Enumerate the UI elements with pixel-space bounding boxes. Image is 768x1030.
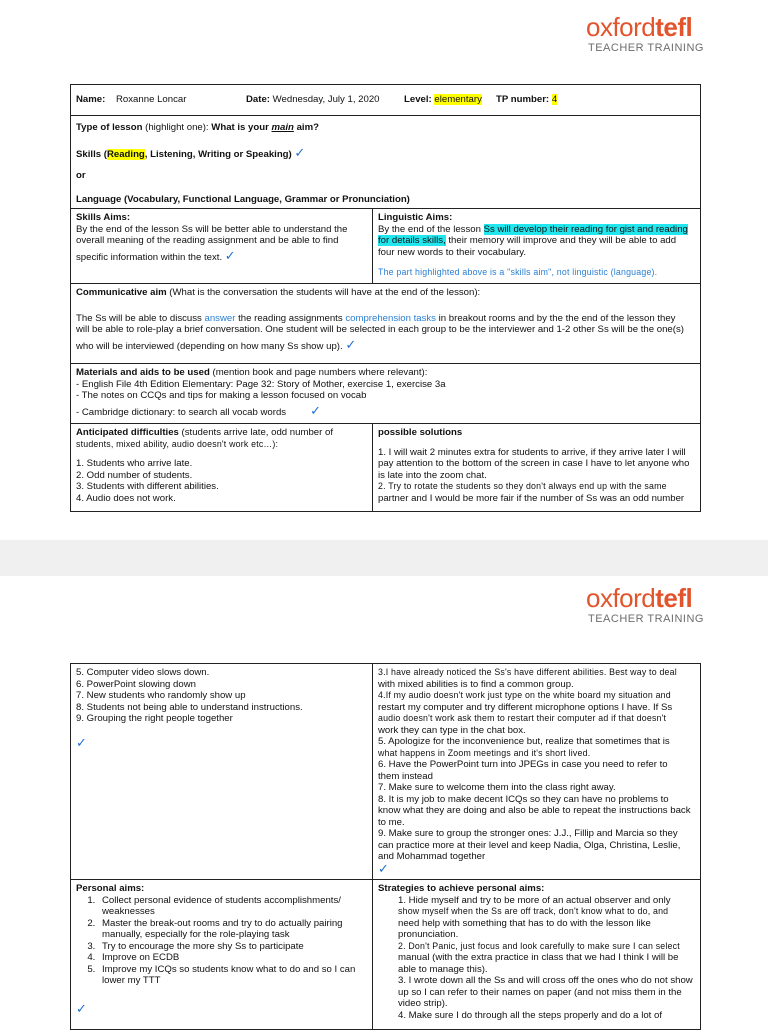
checkmark-icon: ✓: [310, 402, 321, 418]
materials-cell: Materials and aids to be used (mention book and page numbers where relevant): - English File 4th Edition Elementary: Page 32: Story of Mother, exercise 1, exercise 3a - The notes on CCQs and tips for making a lesson focused on vocab - Cambridge dictionary: to search all vocab words ✓: [71, 364, 701, 424]
page-gap: [0, 540, 768, 576]
checkmark-icon: ✓: [76, 734, 87, 750]
list-item: 1. Collect personal evidence of students accomplishments/ weaknesses: [98, 895, 367, 918]
list-item: 2. Master the break-out rooms and try to do actually pairing manually, especially for the role-playing task: [98, 918, 367, 941]
lesson-plan-table-page2: [70, 663, 701, 1030]
list-item: 5. Improve my ICQs so students know what to do and so I can lower my TTT: [98, 964, 367, 987]
checkmark-icon: ✓: [345, 336, 357, 352]
oxford-tefl-logo: oxfordtefl TEACHER TRAINING: [586, 583, 704, 625]
list-item: 4. Improve on ECDB: [98, 952, 367, 964]
tp-number: 4: [551, 94, 558, 106]
checkmark-icon: ✓: [224, 247, 236, 263]
tutor-note: The part highlighted above is a "skills aim", not linguistic (language).: [378, 267, 658, 277]
lesson-plan-table-page1: [70, 84, 701, 512]
personal-aims-cell: Personal aims: 1. Collect personal evidence of students accomplishments/ weaknesses 2. Master the break-out rooms and try to do actually pairing manually, especially for the role-playing task 3. Try to encourage the more shy Ss to participate 4. Improve on ECDB 5. Improve my ICQs so students know what to do and so I can lower my TTT ✓: [71, 880, 373, 1030]
solutions-continued-cell: 3.I have already noticed the Ss's have different abilities. Best way to deal with mixed abilities is to find a common group. 4.If my audio doesn't work just type on the white board my situation and restart my computer and try different microphone options I have. If Ss audio doesn't work ask them to restart their computer ad if that doesn't work they can type in the chat box. 5. Apologize for the inconvenience but, realize that sometimes that is what happens in Zoom meetings and it's short lived. 6. Have the PowerPoint turn into JPEGs in case you need to refer to them instead 7. Make sure to welcome them into the class right away. 8. It is my job to make decent ICQs so they can have no problems to know what they are doing and also be able to repeat the instructions back to me. 9. Make sure to group the stronger ones: J.J., Fillip and Marcia so they can practice more at their level and keep Nadia, Olga, Christina, Leslie, and Mohammad together ✓: [373, 664, 701, 880]
oxford-tefl-logo: oxfordtefl TEACHER TRAINING: [586, 12, 704, 54]
difficulties-continued-cell: 5. Computer video slows down. 6. PowerPoint slowing down 7. New students who randomly show up 8. Students not being able to understand instructions. 9. Grouping the right people together ✓: [71, 664, 373, 880]
list-item: 3. Try to encourage the more shy Ss to participate: [98, 941, 367, 953]
logo-subtitle: TEACHER TRAINING: [588, 42, 704, 54]
strategies-cell: Strategies to achieve personal aims: 1. Hide myself and try to be more of an actual observer and only show myself when the Ss are off track, don't know what to do, and need help with something that has to do with the lesson like pronunciation. 2. Don't Panic, just focus and look carefully to make sure I can select manual (with the extra practice in class that we had I think I will be able to manage this). 3. I wrote down all the Ss and will cross off the ones who do not show up so I can refer to their names on paper (and not miss them in the video strip). 4. Make sure I do through all the steps properly and do a lot of: [373, 880, 701, 1030]
skills-aims-cell: Skills Aims: By the end of the lesson Ss will be better able to understand the overall meaning of the reading assignment and be able to find specific information within the text. ✓: [71, 209, 373, 284]
linguistic-aims-cell: Linguistic Aims: By the end of the lesson Ss will develop their reading for gist and reading for details skills, their memory will improve and they will be able to add four new words to their vocabulary. The part highlighted above is a "skills aim", not linguistic (language).: [373, 209, 701, 284]
checkmark-icon: ✓: [378, 860, 389, 876]
student-name: Roxanne Loncar: [116, 94, 187, 106]
level-value: elementary: [434, 94, 482, 106]
checkmark-icon: ✓: [76, 1000, 87, 1016]
communicative-aim-cell: Communicative aim (What is the conversation the students will have at the end of the lesson): The Ss will be able to discuss answer the reading assignments comprehension tasks in breakout rooms and by the the end of the lesson they will be able to role-play a brief conversation. One student will be selected in each group to be the interviewer and 1-2 other Ss will be the one(s) who will be interviewed (depending on how many Ss show up). ✓: [71, 284, 701, 364]
solutions-cell: possible solutions 1. I will wait 2 minutes extra for students to arrive, if they arrive later I will pay attention to the bottom of the screen in case I have to let anyone who is late into the zoom chat. 2. Try to rotate the students so they don't always end up with the same partner and I would be more fair if the number of Ss was an odd number: [373, 424, 701, 512]
lesson-type-cell: Type of lesson (highlight one): What is your main aim? Skills (Reading, Listening, Writing or Speaking) ✓ or Language (Vocabulary, Functional Language, Grammar or Pronunciation): [71, 116, 701, 209]
lesson-date: Wednesday, July 1, 2020: [272, 94, 380, 106]
logo-subtitle: TEACHER TRAINING: [588, 613, 704, 625]
difficulties-cell: Anticipated difficulties (students arrive late, odd number of students, mixed ability, audio doesn't work etc…): 1. Students who arrive late. 2. Odd number of students. 3. Students with different abilities. 4. Audio does not work.: [71, 424, 373, 512]
checkmark-icon: ✓: [294, 144, 306, 160]
header-row: Name: Roxanne Loncar Date: Wednesday, July 1, 2020 Level: elementary TP number: 4: [71, 85, 701, 116]
